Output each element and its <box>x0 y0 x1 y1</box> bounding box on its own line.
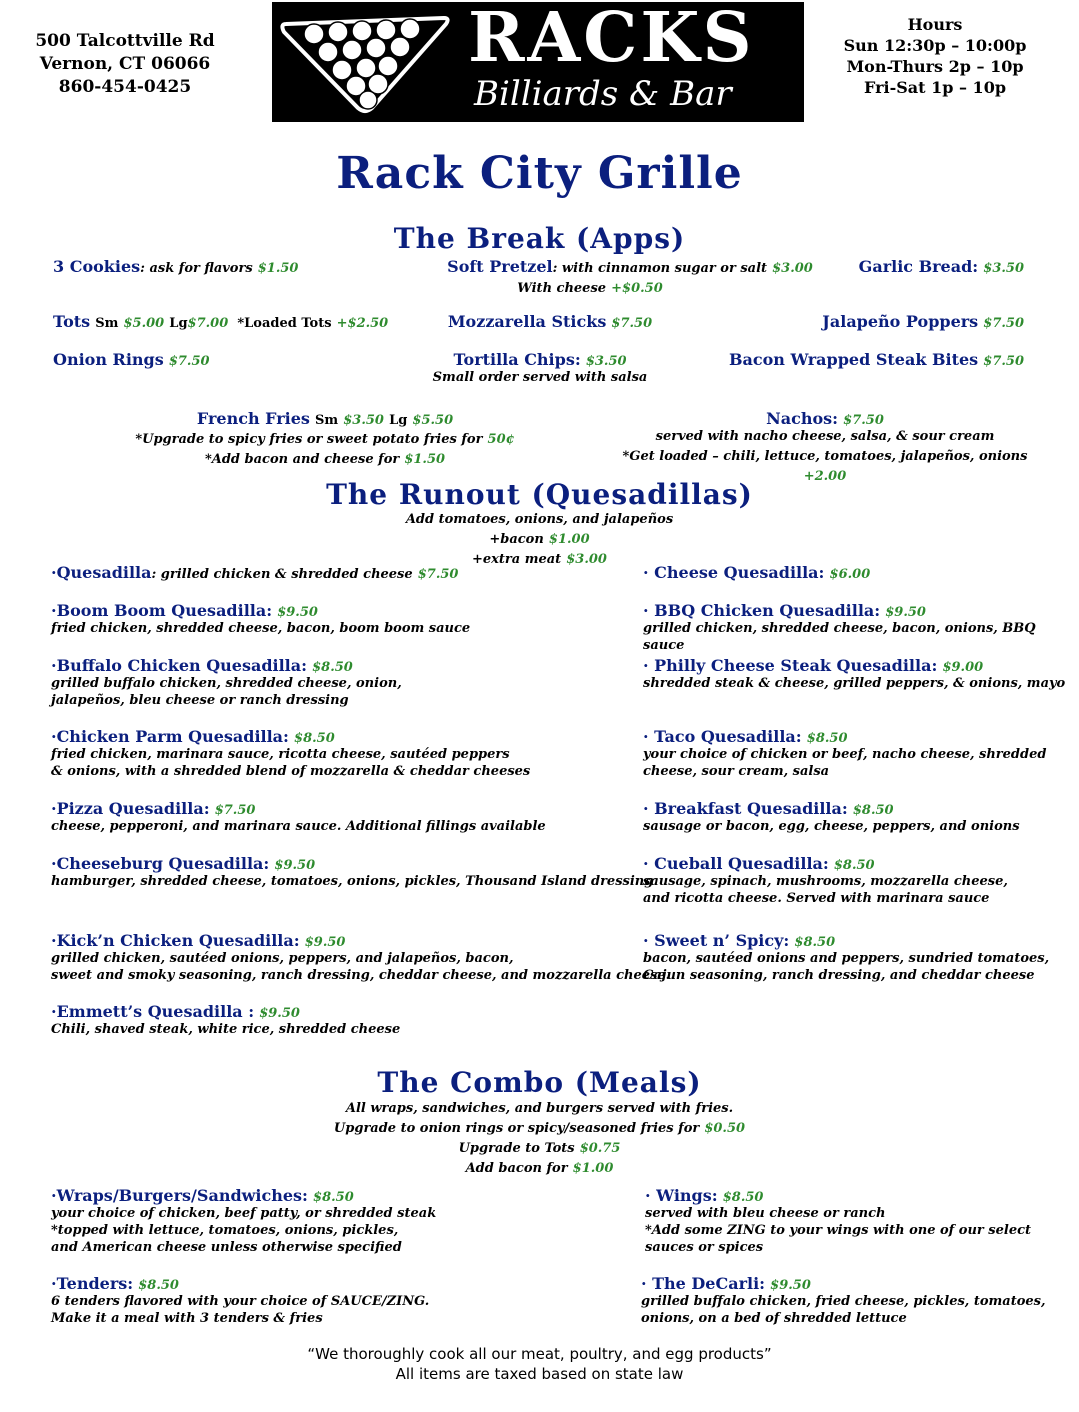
item-desc: : ask for flavors <box>140 261 253 276</box>
item-price: $8.50 <box>722 1190 764 1205</box>
item-price: $9.50 <box>274 858 316 873</box>
item-desc: *Add some ZING to your wings with one of our select <box>645 1223 1032 1238</box>
section-title-break: The Break (Apps) <box>393 222 686 255</box>
item-desc: sweet and smoky seasoning, ranch dressing, cheddar cheese, and mozzarella cheese. <box>51 968 671 983</box>
item-price: $8.50 <box>852 803 894 818</box>
item-desc: : with cinnamon sugar or salt <box>552 261 768 276</box>
item-price: $3.50 <box>585 354 627 369</box>
item-price: $3.50 <box>983 261 1024 276</box>
item-desc: Make it a meal with 3 tenders & fries <box>51 1311 323 1326</box>
section-title-runout: The Runout (Quesadillas) <box>326 478 753 511</box>
item-desc: grilled buffalo chicken, fried cheese, pickles, tomatoes, <box>641 1294 1046 1309</box>
item-name: Mozzarella Sticks <box>447 312 607 331</box>
menu-item <box>51 563 458 583</box>
item-desc: shredded steak & cheese, grilled peppers, & onions, mayo <box>643 676 1066 691</box>
menu-item <box>643 656 1065 692</box>
combo-note-upgrade-price: $0.50 <box>704 1121 746 1136</box>
combo-note-upgrade: Upgrade to onion rings or spicy/seasoned fries for <box>333 1121 700 1136</box>
runout-meat-price: $3.00 <box>566 552 607 567</box>
item-price: $3.00 <box>772 261 813 276</box>
item-desc: & onions, with a shredded blend of mozzarella & cheddar cheeses <box>51 764 531 779</box>
item-name: ·Tenders: <box>51 1274 134 1293</box>
item-name: ·Wraps/Burgers/Sandwiches: <box>51 1186 308 1205</box>
menu-item-tenders <box>51 1274 429 1327</box>
item-desc: and ricotta cheese. Served with marinara sauce <box>643 891 990 906</box>
runout-subtitle <box>0 511 1079 568</box>
item-price: $8.50 <box>313 1190 354 1205</box>
item-name: Jalapeño Poppers <box>822 312 979 331</box>
item-desc: and American cheese unless otherwise specified <box>51 1240 402 1255</box>
item-name: 3 Cookies <box>53 257 141 276</box>
item-desc: onions, on a bed of shredded lettuce <box>641 1311 907 1326</box>
item-name: ·Chicken Parm Quesadilla: <box>51 727 289 746</box>
phone-number: 860-454-0425 <box>58 77 192 97</box>
item-name: · Breakfast Quesadilla: <box>643 799 848 818</box>
item-tots <box>53 312 388 331</box>
menu-item <box>51 799 546 835</box>
fries-upgrade: *Upgrade to spicy fries or sweet potato fries for <box>135 432 483 447</box>
item-name: Tortilla Chips: <box>453 350 581 369</box>
item-price: $7.50 <box>983 354 1024 369</box>
item-price: $9.50 <box>259 1006 300 1021</box>
item-name: · Wings: <box>645 1186 718 1205</box>
address-city: Vernon, CT 06066 <box>39 54 211 74</box>
combo-note-tots-price: $0.75 <box>579 1141 621 1156</box>
item-name: Garlic Bread <box>858 257 973 276</box>
item-name: · Taco Quesadilla: <box>643 727 802 746</box>
item-bacon-steak-bites <box>700 350 1024 369</box>
item-nachos <box>600 409 1050 484</box>
menu-item <box>51 727 530 780</box>
footer <box>0 1344 1079 1384</box>
item-desc: Cajun seasoning, ranch dressing, and cheddar cheese <box>643 968 1035 983</box>
hours-mon-thurs: Mon-Thurs 2p – 10p <box>846 57 1024 76</box>
logo-title: RACKS <box>468 0 755 78</box>
combo-note-fries: All wraps, sandwiches, and burgers served with fries. <box>345 1101 734 1116</box>
menu-item-wings <box>645 1186 1031 1256</box>
item-desc: Small order served with salsa <box>432 370 648 385</box>
item-name: ·Cheeseburg Quesadilla: <box>51 854 270 873</box>
item-desc: bacon, sautéed onions and peppers, sundried tomatoes, <box>643 951 1050 966</box>
menu-item <box>51 656 402 709</box>
item-name: · Sweet n’ Spicy: <box>643 931 790 950</box>
item-name: Tots <box>53 312 91 331</box>
loaded-tots-price: +$2.50 <box>336 316 389 331</box>
item-name: · Philly Cheese Steak Quesadilla: <box>643 656 938 675</box>
item-desc: 6 tenders flavored with your choice of SAUCE/ZING. <box>51 1294 430 1309</box>
item-price: $8.50 <box>294 731 335 746</box>
item-note: With cheese <box>517 281 607 296</box>
item-desc: your choice of chicken, beef patty, or shredded steak <box>51 1206 437 1221</box>
menu-item <box>643 931 1049 984</box>
item-price: $8.50 <box>806 731 848 746</box>
nachos-loaded-price: +2.00 <box>803 469 847 484</box>
item-desc: cheese, sour cream, salsa <box>643 764 830 779</box>
item-name: · BBQ Chicken Quesadilla: <box>643 601 881 620</box>
item-french-fries <box>100 409 550 468</box>
hours-title: Hours <box>907 15 963 34</box>
item-desc: fried chicken, shredded cheese, bacon, boom boom sauce <box>51 621 471 636</box>
nachos-desc: served with nacho cheese, salsa, & sour cream <box>655 429 995 444</box>
hours-fri-sat: Fri-Sat 1p – 10p <box>863 78 1007 97</box>
item-desc: grilled chicken, sautéed onions, peppers, and jalapeños, bacon, <box>51 951 514 966</box>
size-sm: Sm <box>315 413 339 428</box>
item-name: ·Buffalo Chicken Quesadilla: <box>51 656 308 675</box>
item-desc: hamburger, shredded cheese, tomatoes, onions, pickles, Thousand Island dressing <box>51 874 654 889</box>
combo-subtitle <box>0 1100 1079 1177</box>
address-street: 500 Talcottville Rd <box>35 31 215 51</box>
size-lg: Lg <box>169 316 188 331</box>
item-onion-rings <box>53 350 210 369</box>
address-block <box>20 30 230 99</box>
menu-item <box>51 854 653 890</box>
size-lg: Lg <box>389 413 408 428</box>
menu-item <box>643 727 1046 780</box>
menu-item <box>643 601 1079 654</box>
price-sm: $3.50 <box>343 413 384 428</box>
item-desc: your choice of chicken or beef, nacho cheese, shredded <box>643 747 1047 762</box>
fries-bacon: *Add bacon and cheese for <box>204 452 400 467</box>
runout-add: Add tomatoes, onions, and jalapeños <box>405 512 674 527</box>
item-price: $7.50 <box>214 803 256 818</box>
item-desc: cheese, pepperoni, and marinara sauce. Additional fillings available <box>51 819 546 834</box>
combo-note-bacon: Add bacon for <box>465 1161 568 1176</box>
combo-note-bacon-price: $1.00 <box>572 1161 614 1176</box>
menu-item <box>51 931 670 984</box>
item-mozzarella-sticks <box>400 312 700 331</box>
item-sep: : <box>972 257 979 276</box>
runout-bacon-price: $1.00 <box>548 532 590 547</box>
item-desc: : grilled chicken & shredded cheese <box>151 567 413 582</box>
item-price: $8.50 <box>794 935 836 950</box>
menu-item <box>51 1002 400 1038</box>
item-price: $7.50 <box>611 316 653 331</box>
logo-subtitle: Billiards & Bar <box>474 74 732 114</box>
combo-note-tots: Upgrade to Tots <box>458 1141 575 1156</box>
price-lg: $5.50 <box>412 413 454 428</box>
item-desc: grilled buffalo chicken, shredded cheese, onion, <box>51 676 402 691</box>
item-desc: sauces or spices <box>645 1240 764 1255</box>
item-desc: *topped with lettuce, tomatoes, onions, pickles, <box>51 1223 399 1238</box>
menu-item-decarli <box>641 1274 1046 1327</box>
menu-item <box>51 601 470 637</box>
item-name: ·Pizza Quesadilla <box>51 799 204 818</box>
item-garlic-bread <box>760 257 1024 276</box>
item-price: $9.50 <box>277 605 318 620</box>
page-title: Rack City Grille <box>336 148 743 199</box>
hours-sunday: Sun 12:30p – 10:00p <box>843 36 1027 55</box>
item-price: $7.50 <box>417 567 459 582</box>
item-price: $9.50 <box>304 935 346 950</box>
footer-cook-notice: “We thoroughly cook all our meat, poultry, and egg products” <box>307 1345 772 1363</box>
menu-item-wraps <box>51 1186 436 1256</box>
item-desc: jalapeños, bleu cheese or ranch dressing <box>51 693 349 708</box>
item-price: $9.50 <box>770 1278 811 1293</box>
item-name: Bacon Wrapped Steak Bites <box>728 350 979 369</box>
menu-item <box>643 799 1020 835</box>
menu-item <box>643 563 870 582</box>
fries-bacon-price: $1.50 <box>404 452 446 467</box>
menu-item <box>643 854 1008 907</box>
item-price: $6.00 <box>829 567 871 582</box>
item-price: $7.50 <box>168 354 210 369</box>
item-name: Soft Pretzel <box>447 257 553 276</box>
item-price: $9.50 <box>885 605 926 620</box>
item-name: ·Kick’n Chicken Quesadilla: <box>51 931 300 950</box>
item-price: $8.50 <box>833 858 875 873</box>
item-tortilla-chips <box>380 350 700 386</box>
item-name: · The DeCarli: <box>641 1274 766 1293</box>
item-name: ·Boom Boom Quesadilla: <box>51 601 273 620</box>
loaded-tots: *Loaded Tots <box>237 316 332 331</box>
item-price: $7.50 <box>983 316 1024 331</box>
item-name: · Cheese Quesadilla: <box>643 563 825 582</box>
hours-block <box>830 14 1040 98</box>
fries-upgrade-price: 50¢ <box>487 432 515 447</box>
item-desc: sausage, spinach, mushrooms, mozzarella cheese, <box>643 874 1008 889</box>
runout-bacon: +bacon <box>489 532 544 547</box>
footer-tax-notice: All items are taxed based on state law <box>395 1365 684 1383</box>
item-sep: : <box>832 409 839 428</box>
billiard-rack-icon <box>280 10 450 114</box>
runout-meat: +extra meat <box>472 552 562 567</box>
item-name: ·Emmett’s Quesadilla : <box>51 1002 255 1021</box>
price-sm: $5.00 <box>123 316 165 331</box>
section-title-combo: The Combo (Meals) <box>377 1066 702 1099</box>
item-jalapeno-poppers <box>760 312 1024 331</box>
item-desc: grilled chicken, shredded cheese, bacon, onions, BBQ sauce <box>643 621 1036 653</box>
nachos-loaded: *Get loaded – chili, lettuce, tomatoes, jalapeños, onions <box>622 449 1028 464</box>
item-name: Nachos <box>766 409 833 428</box>
item-price: $8.50 <box>138 1278 179 1293</box>
item-desc: sausage or bacon, egg, cheese, peppers, and onions <box>643 819 1020 834</box>
racks-logo <box>272 2 804 122</box>
item-desc: fried chicken, marinara sauce, ricotta cheese, sautéed peppers <box>51 747 510 762</box>
item-note-price: +$0.50 <box>611 281 663 296</box>
size-sm: Sm <box>95 316 119 331</box>
item-name: French Fries <box>196 409 310 428</box>
item-desc: Chili, shaved steak, white rice, shredded cheese <box>51 1022 401 1037</box>
item-price: $9.00 <box>942 660 984 675</box>
item-cookies <box>53 257 298 277</box>
item-price: $8.50 <box>312 660 353 675</box>
item-price: $1.50 <box>257 261 299 276</box>
item-name: Onion Rings <box>53 350 164 369</box>
item-name: · Cueball Quesadilla: <box>643 854 829 873</box>
item-sep: : <box>203 799 210 818</box>
price-lg: $7.00 <box>187 316 229 331</box>
item-desc: served with bleu cheese or ranch <box>645 1206 886 1221</box>
item-name: ·Quesadilla <box>51 563 152 582</box>
item-price: $7.50 <box>843 413 884 428</box>
